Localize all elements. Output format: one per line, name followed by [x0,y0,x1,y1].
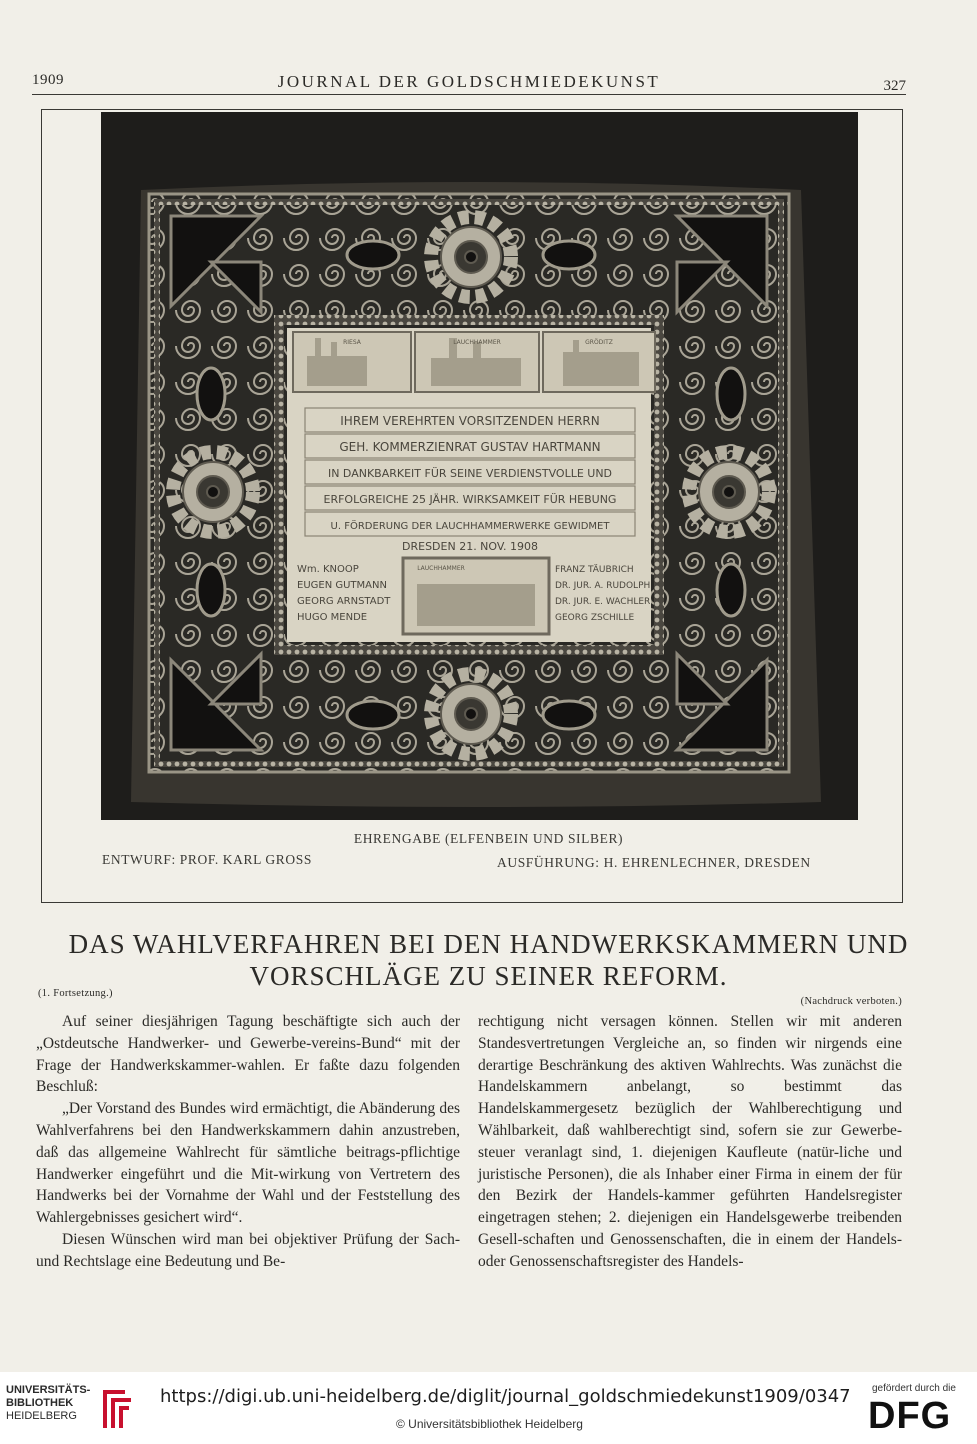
paragraph: Diesen Wünschen wird man bei objektiver Prüfung der Sach- und Rechtslage eine Bedeutung und Be- [36,1230,460,1270]
funding-label: gefördert durch die [872,1383,956,1394]
name-left-2: EUGEN GUTMANN [297,580,387,591]
plaque-date: DRESDEN 21. NOV. 1908 [402,540,538,553]
paragraph: „Der Vorstand des Bundes wird ermächtigt, die Abänderung des Wahlverfahrens bei den Handwerkskammern dahin anzustreben, daß das allgemeine Wahlrecht für sämtliche beitrags-pflichtige Handwerker eingeführt und die Mit-wirkung von Vertretern des Handwerks bei der Vornahme der Wahl und der Feststellung des Wahlergebnisses gesichert wird“. [36,1100,460,1227]
page-number: 327 [883,78,906,94]
panel-label-2: LAUCHHAMMER [453,339,501,346]
article-title-line-1: DAS WAHLVERFAHREN BEI DEN HANDWERKSKAMMERN UND [68,929,909,959]
year: 1909 [32,72,64,88]
design-credit: ENTWURF: PROF. KARL GROSS [102,852,312,867]
article-title-line-2: VORSCHLÄGE ZU SEINER REFORM. [249,961,728,991]
figure-caption: EHRENGABE (ELFENBEIN UND SILBER) [353,831,624,846]
copyright-notice: © Universitätsbibliothek Heidelberg [396,1417,583,1431]
bottom-panel-label: LAUCHHAMMER [417,565,465,572]
name-left-4: HUGO MENDE [297,612,368,623]
library-name-line-2: BIBLIOTHEK [6,1397,74,1409]
library-name-line-1: UNIVERSITÄTS- [6,1384,91,1396]
paragraph: rechtigung nicht versagen können. Stellen wir mit anderen Standesvertretungen Vergleiche an, so finden wir nirgends eine derartige Beschränkung des aktiven Wahlrechts. Was zunächst die Handelskammern anbelangt, so bestimmt das Handelskammergesetz bezüglich der Wahlberechtigung und Wählbarkeit, daß wahlberechtigt sind, sofern sie zur Gewerbe-steuer veranlagt sind, 1. diejenigen Kaufleute (natür-liche und juristische Personen), die als Inhaber einer Firma in einem der für den Bezirk der Handels-kammer geführten Handelsregister eingetragen stehen; 2. diejenigen ein Handelsgewerbe treibenden Gesell-schaften und Genossenschaften, die in einem der Handels- oder Genossenschaftsregister des Handels- [478,1013,902,1270]
plaque-line-3: IN DANKBARKEIT FÜR SEINE VERDIENSTVOLLE UND [327,467,613,480]
name-right-2: DR. JUR. A. RUDOLPH [555,581,651,591]
footer-bar [0,1372,977,1444]
plaque-line-4: ERFOLGREICHE 25 JÄHR. WIRKSAMKEIT FÜR HEBUNG [323,493,617,506]
plaque-line-1: IHREM VEREHRTEN VORSITZENDEN HERRN [340,414,600,428]
plaque-illustration [101,112,858,820]
permalink-url[interactable]: https://digi.ub.uni-heidelberg.de/diglit/journal_goldschmiedekunst1909/0347 [160,1386,851,1407]
name-right-1: FRANZ TÄUBRICH [555,565,634,575]
library-name-line-3: HEIDELBERG [6,1410,77,1422]
name-right-3: DR. JUR. E. WACHLER [555,597,651,607]
article-title [0,928,977,992]
text-column-left [36,1011,460,1273]
library-logo[interactable] [6,1384,136,1432]
paragraph: Auf seiner diesjährigen Tagung beschäftigte sich auch der „Ostdeutsche Handwerker- und Gewerbe-vereins-Bund“ mit der Frage der Handwerkskammer-wahlen. Er faßte dazu folgenden Beschluß: [36,1013,460,1096]
plaque-line-2: GEH. KOMMERZIENRAT GUSTAV HARTMANN [339,440,601,454]
reprint-note: (Nachdruck verboten.) [800,996,902,1007]
text-column-right [478,1011,902,1273]
name-right-4: GEORG ZSCHILLE [555,613,635,623]
plaque-photo [101,112,858,820]
dfg-logo[interactable]: DFG [868,1395,952,1437]
continuation-note: (1. Fortsetzung.) [38,988,113,999]
plaque-line-5: U. FÖRDERUNG DER LAUCHHAMMERWERKE GEWIDMET [330,521,610,532]
journal-title: JOURNAL DER GOLDSCHMIEDEKUNST [277,72,661,91]
library-emblem-icon [99,1384,135,1432]
name-left-1: Wm. KNOOP [297,564,359,575]
name-left-3: GEORG ARNSTADT [297,596,391,607]
panel-label-3: GRÖDITZ [585,339,613,346]
panel-label-1: RIESA [343,339,361,346]
execution-credit: AUSFÜHRUNG: H. EHRENLECHNER, DRESDEN [497,855,811,870]
page-header [32,72,906,95]
